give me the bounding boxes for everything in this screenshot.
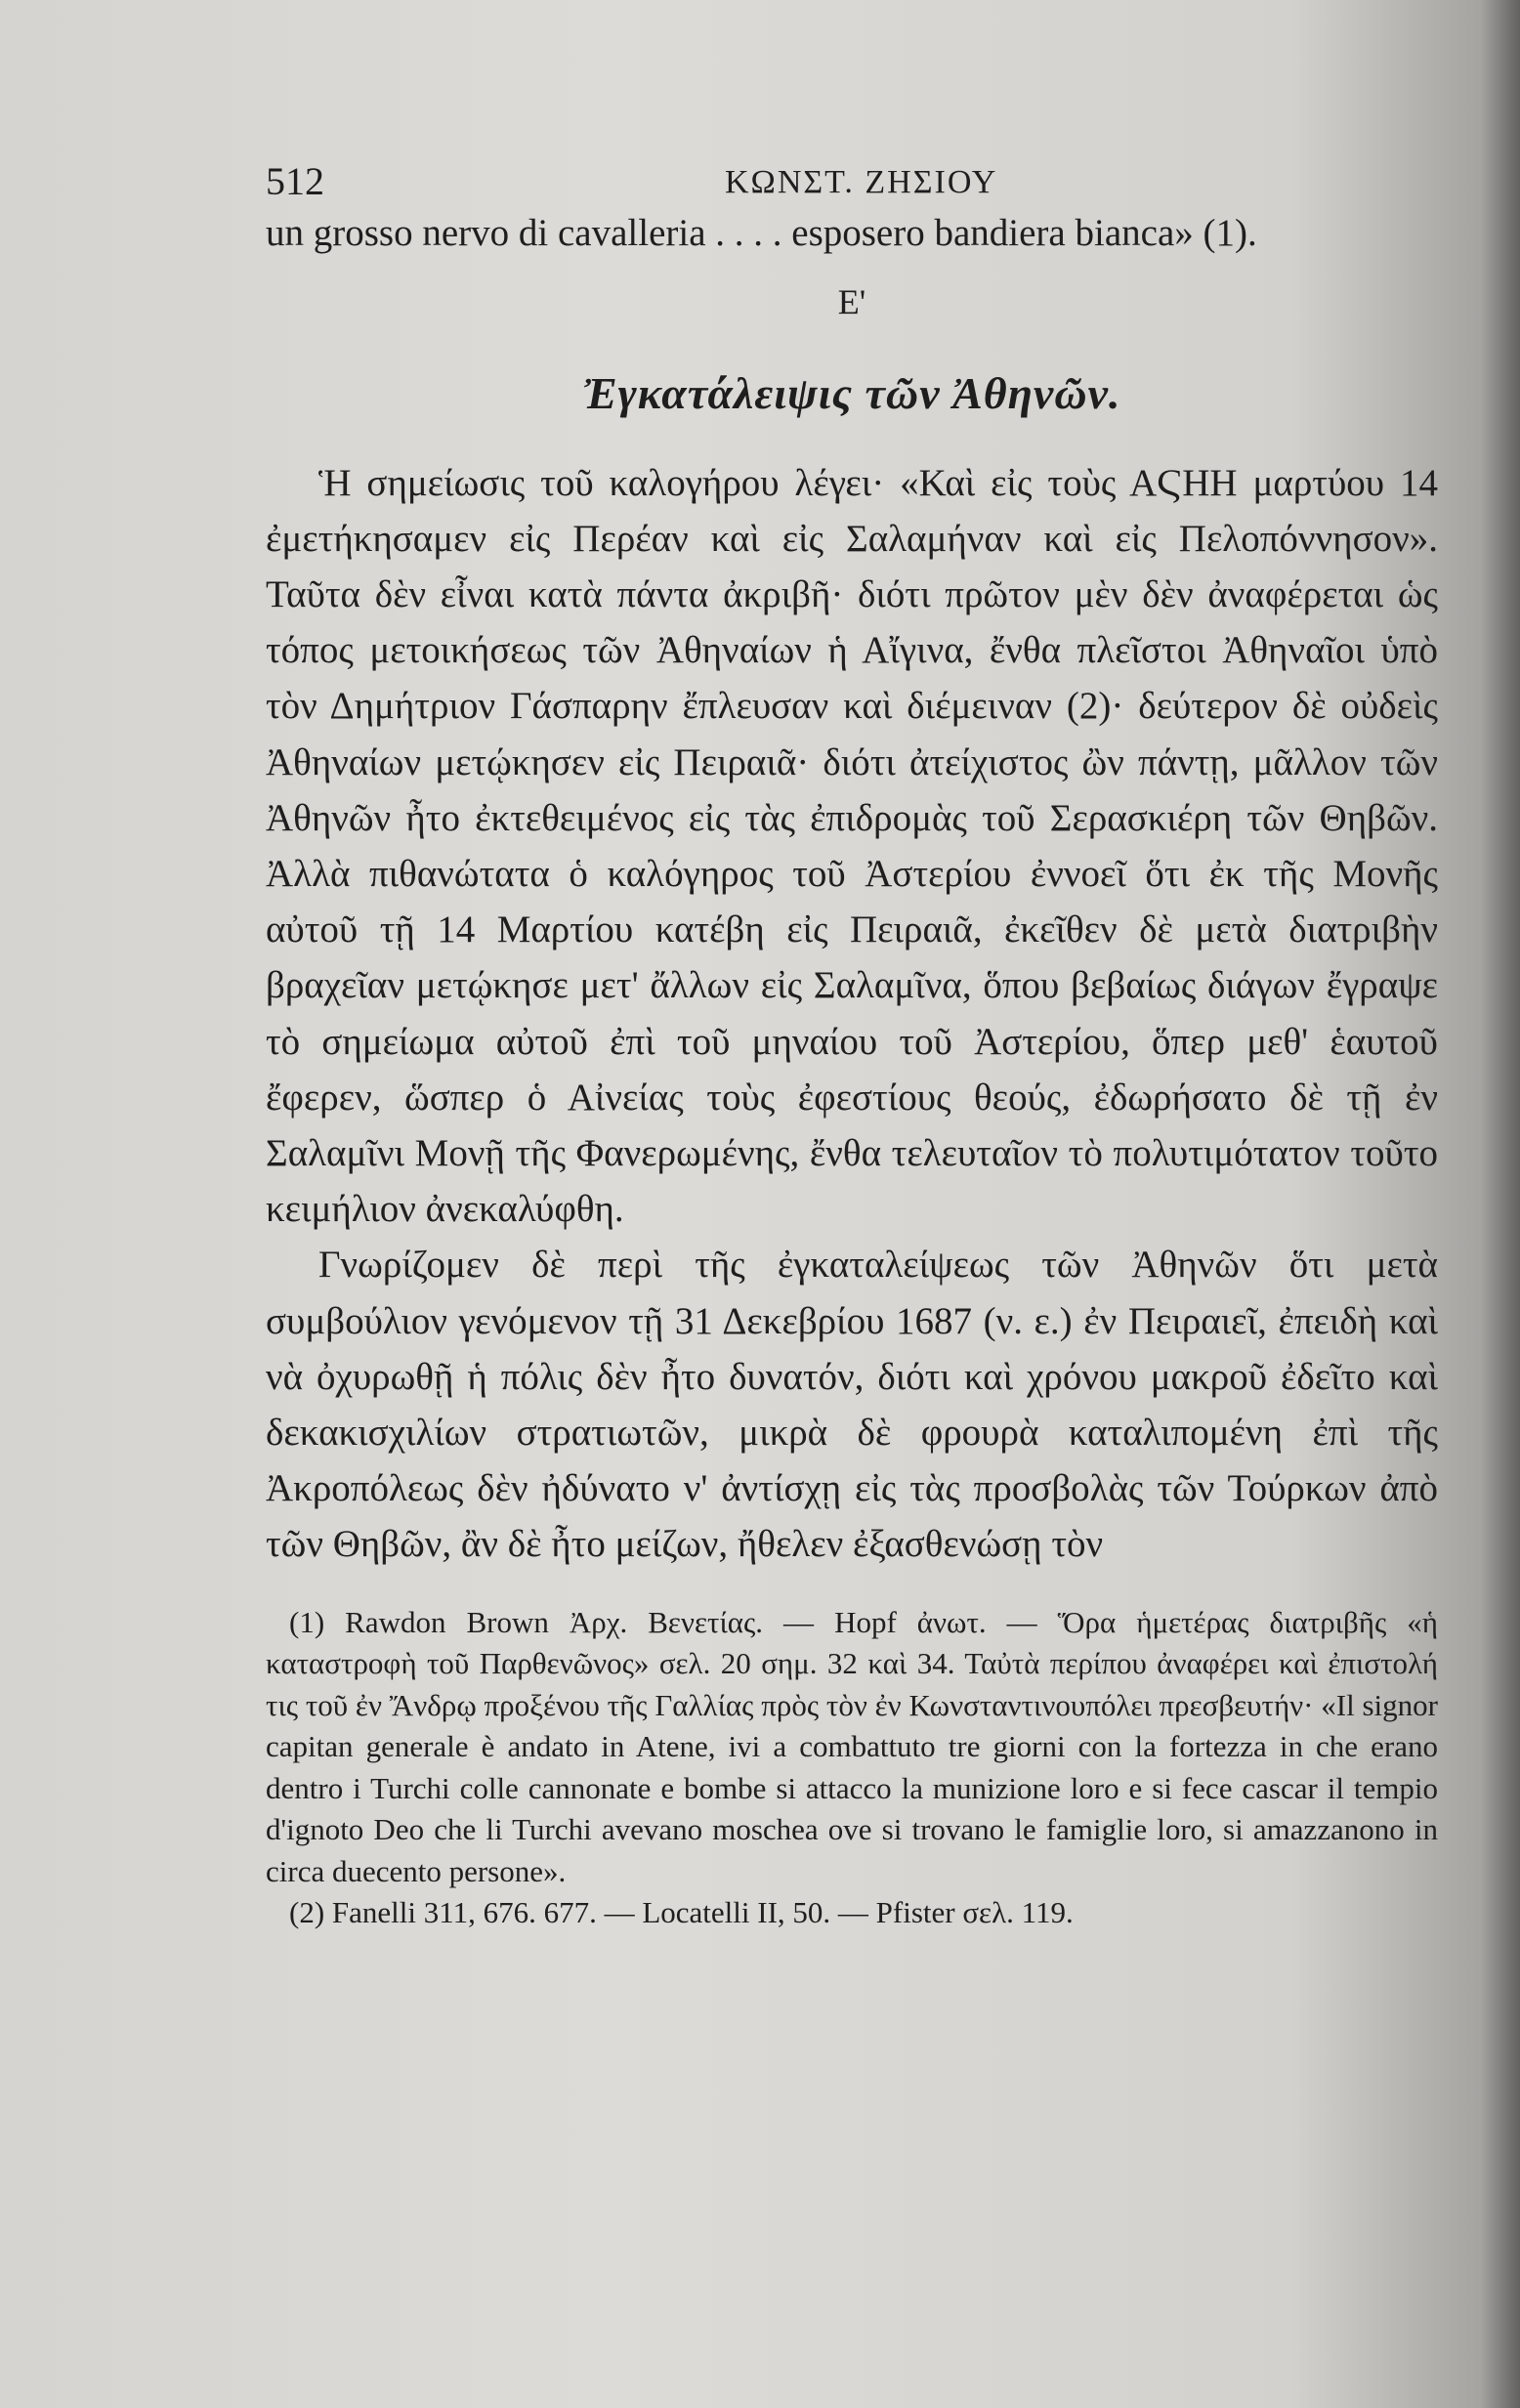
footnote-1: (1) Rawdon Brown Ἀρχ. Βενετίας. — Hopf ἀνωτ. — Ὅρα ἡμετέρας διατριβῆς «ἡ καταστροφὴ τοῦ Παρθενῶνος» σελ. 20 σημ. 32 καὶ 34. Ταὐτὰ περίπου ἀναφέρει καὶ ἐπιστολή τις τοῦ ἐν Ἄνδρῳ προξένου τῆς Γαλλίας πρὸς τὸν ἐν Κωνσταντινουπόλει πρεσβευτήν· «Il signor capitan generale è andato in Atene, ivi a combattuto tre giorni con la fortezza in che erano dentro i Turchi colle cannonate e bombe si attacco la munizione loro e si fece cascar il tempio d'ignoto Deo che li Turchi avevano moschea ove si trovano le famiglie loro, si amazzanono in circa duecento persone». [266,1604,1438,1888]
page-edge-shadow [1481,0,1520,2408]
section-title: Ἐγκατάλειψις τῶν Ἀθηνῶν. [582,368,1121,419]
section-letter: Ε' [837,282,866,322]
page-content [266,147,1438,1934]
running-head: ΚΩΝΣΤ. ΖΗΣΙΟΥ [725,164,998,200]
page-header [266,147,1438,205]
paragraph-2: Γνωρίζομεν δὲ περὶ τῆς ἐγκαταλείψεως τῶν Ἀθηνῶν ὅτι μετὰ συμβούλιον γενόμενον τῇ 31 Δεκεβρίου 1687 (ν. ε.) ἐν Πειραιεῖ, ἐπειδὴ καὶ νὰ ὀχυρωθῇ ἡ πόλις δὲν ἦτο δυνατόν, διότι καὶ χρόνου μακροῦ ἐδεῖτο καὶ δεκακισχιλίων στρατιωτῶν, μικρὰ δὲ φρουρὰ καταλιπομένη ἐπὶ τῆς Ἀκροπόλεως δὲν ἠδύνατο ν' ἀντίσχῃ εἰς τὰς προσβολὰς τῶν Τούρκων ἀπὸ τῶν Θηβῶν, ἂν δὲ ἦτο μείζων, ἤθελεν ἐξασθενώσῃ τὸν [266,1244,1438,1566]
page-number: 512 [266,159,324,203]
body-text [266,205,1438,1573]
footnote-2: (2) Fanelli 311, 676. 677. — Locatelli II, 50. — Pfister σελ. 119. [289,1895,1074,1930]
footnotes [266,1602,1438,1934]
paragraph-1: Ἡ σημείωσις τοῦ καλογήρου λέγει· «Καὶ εἰς τοὺς ΑϚΗΗ μαρτύου 14 ἐμετήκησαμεν εἰς Περέαν καὶ εἰς Σαλαμήναν καὶ εἰς Πελοπόννησον». Ταῦτα δὲν εἶναι κατὰ πάντα ἀκριβῆ· διότι πρῶτον μὲν δὲν ἀναφέρεται ὡς τόπος μετοικήσεως τῶν Ἀθηναίων ἡ Αἴγινα, ἔνθα πλεῖστοι Ἀθηναῖοι ὑπὸ τὸν Δημήτριον Γάσπαρην ἔπλευσαν καὶ διέμειναν (2)· δεύτερον δὲ οὐδεὶς Ἀθηναίων μετῴκησεν εἰς Πειραιᾶ· διότι ἀτείχιστος ὢν πάντῃ, μᾶλλον τῶν Ἀθηνῶν ἦτο ἐκτεθειμένος εἰς τὰς ἐπιδρομὰς τοῦ Σερασκιέρη τῶν Θηβῶν. Ἀλλὰ πιθανώτατα ὁ καλόγηρος τοῦ Ἀστερίου ἐννοεῖ ὅτι ἐκ τῆς Μονῆς αὐτοῦ τῇ 14 Μαρτίου κατέβη εἰς Πειραιᾶ, ἐκεῖθεν δὲ μετὰ διατριβὴν βραχεῖαν μετῴκησε μετ' ἄλλων εἰς Σαλαμῖνα, ὅπου βεβαίως διάγων ἔγραψε τὸ σημείωμα αὐτοῦ ἐπὶ τοῦ μηναίου τοῦ Ἀστερίου, ὅπερ μεθ' ἑαυτοῦ ἔφερεν, ὥσπερ ὁ Αἰνείας τοὺς ἐφεστίους θεούς, ἐδωρήσατο δὲ τῇ ἐν Σαλαμῖνι Μονῇ τῆς Φανερωμένης, ἔνθα τελευταῖον τὸ πολυτιμότατον τοῦτο κειμήλιον ἀνεκαλύφθη. [266,461,1438,1231]
continuation-text: un grosso nervo di cavalleria . . . . esposero bandiera bianca» (1). [266,212,1257,254]
